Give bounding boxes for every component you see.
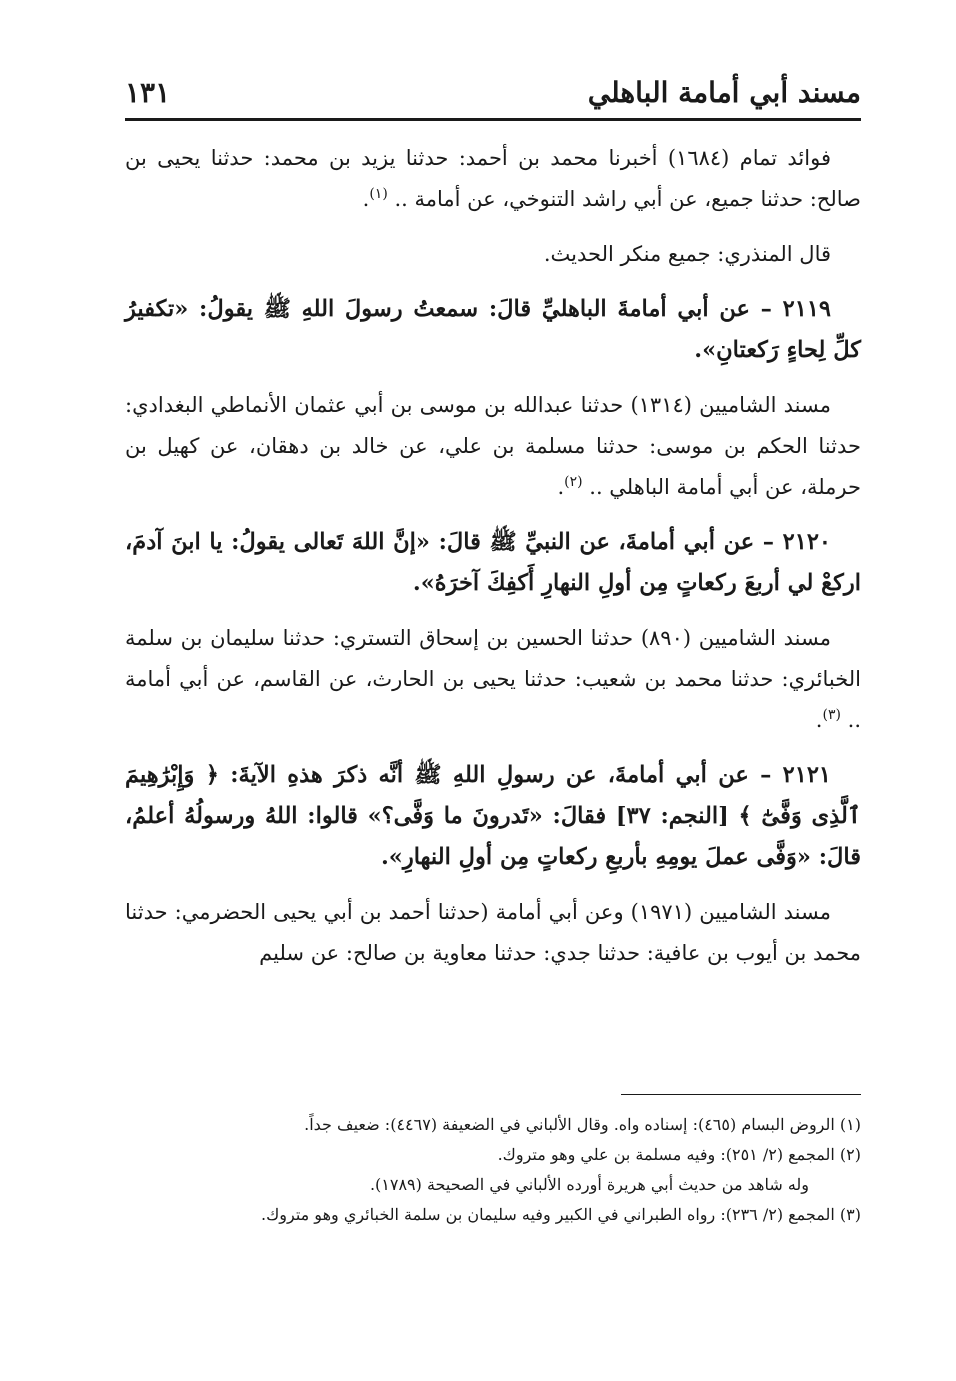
hadith-text: عن أبي أمامةَ الباهليِّ قالَ: سمعتُ رسولَ اللهِ ﷺ يقولُ: «تكفيرُ كلِّ لِحاءٍ رَكعتانِ». [125,296,861,363]
hadith-number: ٢١٢١ – [760,762,831,788]
hadith-2119 [125,289,861,371]
footnotes [125,1110,861,1230]
header-rule [125,118,861,121]
paragraph-text: فوائد تمام (١٦٨٤) أخبرنا محمد بن أحمد: حدثنا يزيد بن محمد: حدثنا يحيى بن صالح: حدثنا جميع، عن أبي راشد التنوخي، عن أمامة .. [125,146,861,211]
footnote-rule [621,1094,861,1095]
narrator-note: قال المنذري: جميع منكر الحديث. [543,242,831,266]
page-number: ١٣١ [125,76,171,109]
footnote-1: (١) الروض البسام (٤٦٥): إسناده واه. وقال الألباني في الضعيفة (٤٤٦٧): ضعيف جداً. [304,1115,861,1134]
source-paragraph [125,618,861,741]
paragraph-text: مسند الشاميين (٨٩٠) حدثنا الحسين بن إسحاق التستري: حدثنا سليمان بن سلمة الخبائري: حدثنا محمد بن شعيب: حدثنا يحيى بن الحارث، عن القاسم، عن أبي أمامة .. [125,626,861,732]
source-paragraph [125,138,861,220]
hadith-number: ٢١٢٠ – [762,529,831,555]
period: . [362,187,370,211]
running-title: مسند أبي أمامة الباهلي [587,76,861,109]
page-header [125,72,861,118]
body-text [125,138,861,988]
hadith-2120 [125,522,861,604]
period: . [557,475,565,499]
source-paragraph: مسند الشاميين (١٩٧١) وعن أبي أمامة (حدثنا أحمد بن أبي يحيى الحضرمي: حدثنا محمد بن أيوب بن عافية: حدثنا جدي: حدثنا معاوية بن صالح: عن سليم [125,900,861,965]
hadith-text: عن أبي أمامةَ، عن رسولِ اللهِ ﷺ أنَّه ذكرَ هذهِ الآيةَ: ﴿ وَإِبْرَٰهِيمَ ٱلَّذِى وَفَّىٰٓ ﴾ [النجم: ٣٧] فقالَ: «تَدرونَ ما وَفَّى؟» قالوا: اللهُ ورسولُهُ أعلمُ، قالَ: «وَفَّى عملَ يومِهِ بأربعِ ركعاتٍ مِن أولِ النهارِ». [125,762,861,870]
period: . [815,708,823,732]
hadith-text: عن أبي أمامةَ، عن النبيِّ ﷺ قالَ: «إنَّ اللهَ تَعالى يقولُ: يا ابنَ آدمَ، اركعْ لي أربعَ ركعاتٍ مِن أولِ النهارِ أَكفِكَ آخرَهُ». [125,529,861,596]
footnote-3: (٣) المجمع (٢/ ٢٣٦): رواه الطبراني في الكبير وفيه سليمان بن سلمة الخبائري وهو متروك. [260,1205,861,1224]
footnote-marker: (٢) [564,474,583,490]
source-paragraph [125,385,861,508]
hadith-2121 [125,755,861,878]
footnote-marker: (١) [369,186,388,202]
footnote-2-continuation: وله شاهد من حديث أبي هريرة أورده الألباني في الصحيحة (١٧٨٩). [369,1175,809,1194]
paragraph-text: مسند الشاميين (١٣١٤) حدثنا عبدالله بن موسى بن أبي عثمان الأنماطي البغدادي: حدثنا الحكم بن موسى: حدثنا مسلمة بن علي، عن خالد بن دهقان، عن كهيل بن حرملة، عن أبي أمامة الباهلي .. [125,393,861,499]
hadith-number: ٢١١٩ – [760,296,831,322]
footnote-marker: (٣) [822,707,841,723]
footnote-2: (٢) المجمع (٢/ ٢٥١): وفيه مسلمة بن علي وهو متروك. [497,1145,861,1164]
